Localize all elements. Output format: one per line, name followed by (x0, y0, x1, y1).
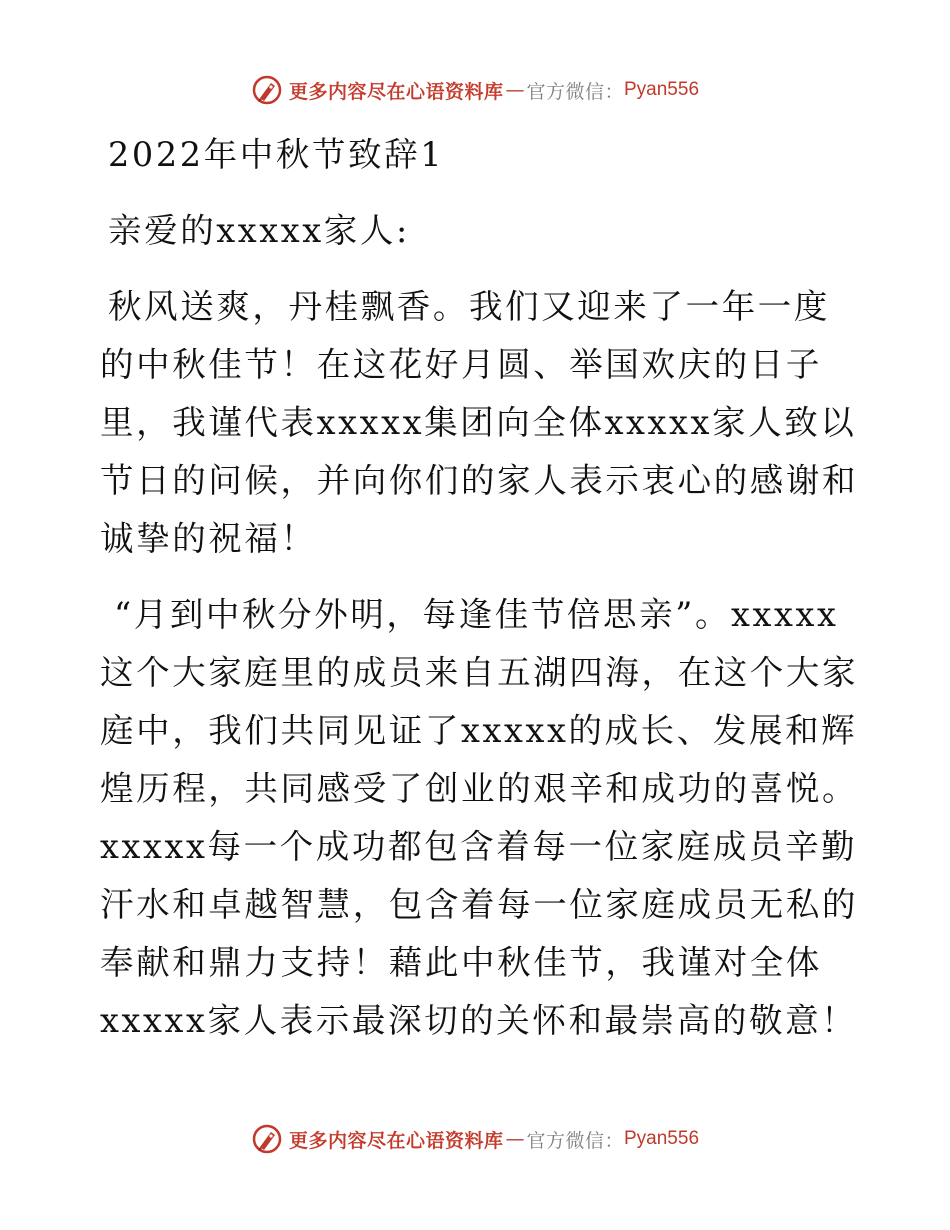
wechat-id: Pyan556 (624, 1128, 700, 1149)
official-label: 官方微信： (526, 1129, 624, 1152)
pen-logo-icon (251, 1123, 283, 1155)
wechat-id: Pyan556 (624, 79, 700, 100)
pen-logo-icon (251, 74, 283, 106)
document-body (100, 126, 860, 1068)
site-name: 更多内容尽在心语资料库 (288, 80, 504, 103)
salutation: 亲爱的xxxxx家人: (108, 211, 410, 250)
separator: — (505, 79, 525, 101)
site-name: 更多内容尽在心语资料库 (288, 1129, 504, 1152)
footer-watermark (0, 1119, 950, 1159)
official-label: 官方微信： (526, 80, 624, 103)
header-watermark (0, 70, 950, 110)
separator: — (505, 1128, 525, 1150)
paragraph: 秋风送爽，丹桂飘香。我们又迎来了一年一度的中秋佳节！在这花好月圆、举国欢庆的日子里，我谨代表xxxxx集团向全体xxxxx家人致以节日的问候，并向你们的家人表示衷心的感谢和诚挚的祝福！ (100, 287, 859, 558)
document-title: 2022年中秋节致辞1 (108, 135, 445, 174)
paragraph: “月到中秋分外明，每逢佳节倍思亲”。xxxxx这个大家庭里的成员来自五湖四海，在这个大家庭中，我们共同见证了xxxxx的成长、发展和辉煌历程，共同感受了创业的艰辛和成功的喜悦。xxxxx每一个成功都包含着每一位家庭成员辛勤汗水和卓越智慧，包含着每一位家庭成员无私的奉献和鼎力支持！藉此中秋佳节，我谨对全体xxxxx家人表示最深切的关怀和最崇高的敬意！ (100, 595, 859, 1040)
